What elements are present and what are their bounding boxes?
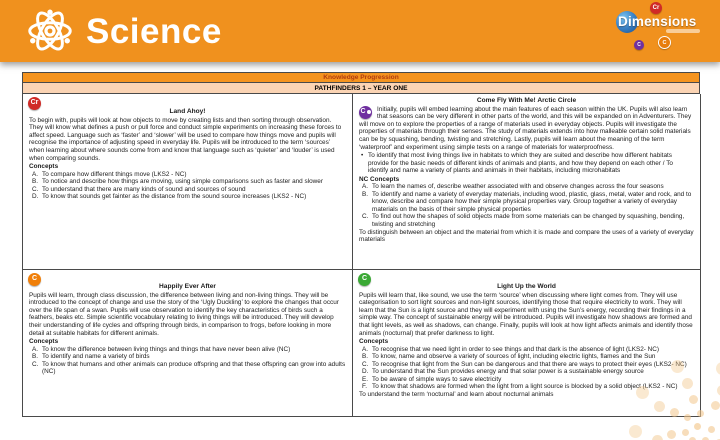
concept-key: B. bbox=[32, 178, 39, 186]
concept-text: To learn the names of, describe weather associated with and observe changes across the four seasons bbox=[372, 183, 664, 191]
cell-title: Come Fly With Me! Arctic Circle bbox=[476, 97, 577, 104]
page-title: Science bbox=[86, 11, 222, 51]
concept-item bbox=[359, 346, 694, 354]
concept-text: To know that sounds get fainter as the distance from the sound source increases (LKS2 - NC) bbox=[42, 193, 307, 201]
concept-text: To identify and name a variety of everyday materials, including wood, plastic, glass, metal, water and rock, and to know, describe and compare how their simple physical properties vary. Group together a variety of everyday materials on the basis of their simple physical properties bbox=[372, 190, 692, 213]
table-header-pathfinders: PATHFINDERS 1 – YEAR ONE bbox=[22, 83, 700, 94]
concept-item bbox=[359, 191, 694, 214]
logo-badge-red-icon: Cr bbox=[650, 2, 662, 14]
concept-item bbox=[359, 353, 694, 361]
curriculum-badge-icon: C bbox=[358, 273, 371, 286]
concept-key: B. bbox=[362, 190, 369, 198]
concept-text: To know the difference between living things and things that have never been alive (NC) bbox=[42, 345, 291, 353]
concept-item bbox=[359, 368, 694, 376]
table-grid bbox=[22, 94, 700, 417]
concept-text: To identify and name a variety of birds bbox=[42, 353, 150, 361]
dimensions-logo bbox=[608, 0, 708, 60]
cell-body: Pupils will learn, through class discussion, the difference between living and non-living things. They will be introduced to the concept of change and use the story of the ‘Ugly Duckling’ to explore the changes that occur over the life span of a swan. Pupils will use observation to identify the key characteristics of birds such a feathers, beaks etc. Simple scientific vocabulary relating to living things will be introduced. They will develop their understanding of life cycles and offspring through birds, in comparison to frogs, before looking in more detail at suitable habitats for different animals. bbox=[29, 291, 339, 337]
cell-happily-ever-after bbox=[23, 270, 353, 417]
dotted-sunburst-decoration bbox=[694, 423, 701, 430]
cell-title: Happily Ever After bbox=[159, 283, 216, 290]
concept-text: To compare how different things move (LKS2 - NC) bbox=[42, 170, 187, 178]
concept-item bbox=[359, 361, 694, 369]
concept-text: To know that humans and other animals can produce offspring and that these offspring can grow into adults (NC) bbox=[42, 360, 346, 376]
concept-item bbox=[29, 361, 346, 376]
concept-item bbox=[29, 193, 346, 201]
cell-light-up-the-world bbox=[353, 270, 701, 417]
table-header-knowledge-progression: Knowledge Progression bbox=[22, 72, 700, 83]
concept-item bbox=[359, 383, 694, 391]
concept-item bbox=[359, 376, 694, 384]
concept-text: To find out how the shapes of solid objects made from some materials can be changed by squashing, bending, twisting and stretching bbox=[372, 213, 685, 228]
logo-badge-orange-icon: C bbox=[658, 36, 671, 49]
concept-text: To recognise that we need light in order to see things and that dark is the absence of light (LKS2- NC) bbox=[372, 345, 660, 353]
header-banner bbox=[0, 0, 720, 62]
concept-key: E. bbox=[362, 375, 369, 383]
concept-item bbox=[359, 213, 694, 228]
cell-title: Land Ahoy! bbox=[169, 108, 206, 115]
cell-come-fly-with-me bbox=[353, 94, 701, 270]
cell-footer-text: To distinguish between an object and the material from which it is made and compare the uses of a variety of everyday materials bbox=[359, 228, 694, 244]
concept-key: A. bbox=[362, 183, 369, 191]
curriculum-badge-icon bbox=[359, 106, 372, 119]
concept-item bbox=[29, 353, 346, 361]
concept-key: F. bbox=[362, 383, 367, 391]
cell-body: Initially, pupils will embed learning about the main features of each season within the UK. Pupils will also learn that seasons can be very different in other parts of the world, and this will be expanded on in Adventurers. They will move on to explore the properties of a range of materials used in everyday objects. Pupils will investigate the properties of materials through their senses. The study of materials extends into how malleable certain solid materials can be by squashing, bending, twisting and stretching. Lastly, pupils will learn about the meaning of the term ‘waterproof’ and experiment using simple tests on a range of materials for waterproofness. bbox=[359, 105, 692, 151]
cell-footer-text: To understand the term ‘nocturnal’ and learn about nocturnal animals bbox=[359, 390, 554, 398]
logo-badge-purple-icon: C bbox=[634, 40, 644, 50]
knowledge-progression-table bbox=[22, 72, 700, 417]
badge-dot-icon bbox=[367, 110, 371, 114]
concept-key: A. bbox=[32, 170, 39, 178]
concept-item bbox=[359, 183, 694, 191]
atom-icon bbox=[26, 7, 74, 55]
concept-text: To be aware of simple ways to save electricity bbox=[372, 375, 502, 383]
concept-text: To recognise that light from the Sun can be dangerous and that there are ways to protect their eyes (LKS2- NC) bbox=[372, 360, 687, 368]
concepts-heading: NC Concepts bbox=[359, 175, 400, 183]
concept-item bbox=[29, 171, 346, 179]
concepts-heading: Concepts bbox=[29, 338, 59, 346]
logo-tagline-bar bbox=[666, 29, 700, 33]
cell-title: Light Up the World bbox=[497, 283, 556, 290]
concept-key: B. bbox=[362, 353, 369, 361]
concept-text: To notice and describe how things are moving, using simple comparisons such as faster and slower bbox=[42, 178, 323, 186]
concept-key: A. bbox=[32, 345, 39, 353]
bullet-marker: • bbox=[361, 152, 364, 160]
bullet-item bbox=[359, 152, 694, 175]
concept-text: To know, name and observe a variety of sources of light, including electric lights, flames and the Sun bbox=[372, 353, 656, 361]
concept-key: C. bbox=[32, 360, 39, 368]
concept-key: D. bbox=[362, 368, 369, 376]
concept-key: B. bbox=[32, 353, 39, 361]
concept-text: To understand that there are many kinds of sound and sources of sound bbox=[42, 185, 246, 193]
concepts-heading: Concepts bbox=[29, 163, 59, 171]
cell-body: To begin with, pupils will look at how objects to move by creating lists and then sorting through observation. They will know what defines a push or pull force and conduct simple experiments on increasing these forces to affect speed. Language such as ‘faster’ and ‘slower’ will be used to compare how things move and pupils will recognise the importance of adjusting speed in everyday life. Pupils will be introduced to the term ‘sources’ when learning about where sounds come from and know that language such as ‘quieter’ and ‘louder’ is used when comparing sounds. bbox=[29, 116, 342, 162]
concept-key: C. bbox=[362, 213, 369, 221]
concept-text: To understand that the Sun provides energy and that solar power is a sustainable energy source bbox=[372, 368, 644, 376]
logo-wordmark: Dimensions bbox=[618, 14, 697, 29]
cell-body: Pupils will learn that, like sound, we use the term ‘source’ when discussing where light comes from. They will use categorisation to sort light sources and non-light sources, identifying those that require electricity to work. They will learn that the Sun is a light source and they will experiment with using the Sun’s energy, recording their findings in a simple way. The concept of sustainable energy will be introduced. Pupils will investigate how shadows are formed and that light levels, as well as shadows, can change. Finally, pupils will look at how light affects animals and identify those animals (nocturnal) that prefer darkness to light. bbox=[359, 291, 693, 337]
concept-key: C. bbox=[32, 185, 39, 193]
concept-key: D. bbox=[32, 193, 39, 201]
concept-text: To know that shadows are formed when the light from a light source is blocked by a solid object (LKS2 - NC) bbox=[372, 383, 678, 391]
creativity-badge-icon: Cr bbox=[28, 97, 41, 110]
concepts-heading: Concepts bbox=[359, 338, 389, 346]
concept-item bbox=[29, 178, 346, 186]
cell-land-ahoy bbox=[23, 94, 353, 270]
concept-key: A. bbox=[362, 345, 369, 353]
concept-item bbox=[29, 186, 346, 194]
concept-item bbox=[29, 346, 346, 354]
curriculum-badge-icon: C bbox=[28, 273, 41, 286]
concept-key: C. bbox=[362, 360, 369, 368]
bullet-text: To identify that most living things live in habitats to which they are suited and describe how different habitats provide for the basic needs of different kinds of animals and plants, and how they depend on each other / To identify and name a variety of plants and animals in their habitats, including microhabitats bbox=[368, 152, 673, 175]
badge-label: C bbox=[360, 108, 366, 116]
